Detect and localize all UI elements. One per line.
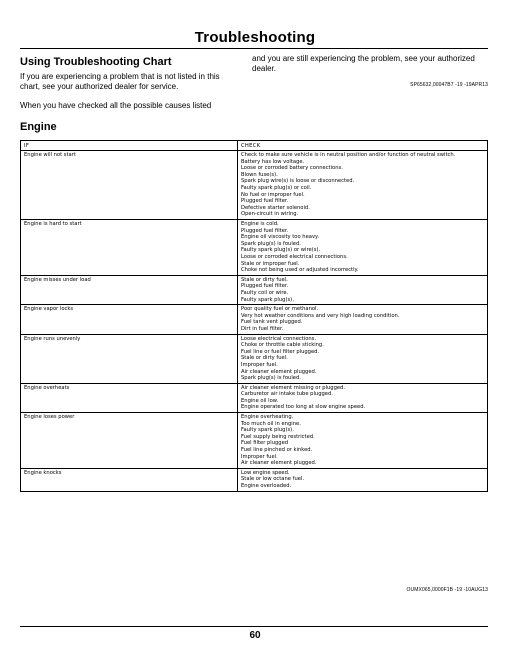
check-item: Dirt in fuel filter. (241, 325, 284, 332)
table-row (21, 413, 488, 469)
check-item: Carburetor air intake tube plugged. (241, 391, 333, 398)
symptom-cell: Engine will not start (21, 151, 238, 220)
check-item: Engine oil low. (241, 397, 279, 404)
check-item: Open-circuit in wiring. (241, 211, 299, 218)
check-cell (238, 468, 488, 491)
check-item: Spark plug wire(s) is loose or disconnected. (241, 178, 355, 185)
check-item: Stale or improper fuel. (241, 260, 300, 267)
intro-left-column (20, 54, 240, 111)
check-item: Too much oil in engine. (241, 420, 301, 427)
intro-paragraph: If you are experiencing a problem that is not listed in this chart, see your authorized dealer for service. (20, 72, 220, 91)
check-item: Plugged fuel filter. (241, 283, 289, 290)
check-item: Loose electrical connections. (241, 335, 317, 342)
intro-paragraph-continued: and you are still experiencing the problem, see your authorized dealer. (252, 54, 475, 73)
symptom-cell: Engine runs unevenly (21, 334, 238, 383)
table-row (21, 334, 488, 383)
symptom-cell: Engine is hard to start (21, 220, 238, 276)
check-item: Engine is cold. (241, 221, 279, 228)
symptom-cell: Engine knocks (21, 468, 238, 491)
check-cell (238, 275, 488, 304)
intro-paragraph: When you have checked all the possible causes listed (20, 101, 212, 110)
table-row (21, 220, 488, 276)
check-item: Faulty spark plug(s) or coil. (241, 185, 312, 192)
check-item: Air cleaner element missing or plugged. (241, 384, 346, 391)
check-item: Air cleaner element plugged. (241, 368, 317, 375)
check-cell (238, 305, 488, 334)
check-item: Loose or corroded battery connections. (241, 165, 343, 172)
intro-heading: Using Troubleshooting Chart (20, 56, 172, 68)
symptom-cell: Engine vapor locks (21, 305, 238, 334)
check-cell (238, 413, 488, 469)
check-cell (238, 334, 488, 383)
check-item: Choke not being used or adjusted incorrectly. (241, 267, 359, 274)
table-row (21, 468, 488, 491)
table-row (21, 275, 488, 304)
check-item: Faulty spark plug(s). (241, 296, 294, 303)
symptom-cell: Engine misses under load (21, 275, 238, 304)
check-item: Stale or low octane fuel. (241, 476, 305, 483)
symptom-cell: Engine loses power (21, 413, 238, 469)
check-item: Faulty spark plug(s). (241, 427, 294, 434)
check-item: Improper fuel. (241, 453, 278, 460)
check-item: Choke or throttle cable sticking. (241, 342, 324, 349)
engine-section-heading: Engine (20, 121, 57, 133)
check-item: Fuel filter plugged (241, 440, 289, 447)
check-item: Air cleaner element plugged. (241, 460, 317, 467)
check-item: Spark plug(s) is fouled. (241, 240, 301, 247)
check-item: Engine overloaded. (241, 483, 292, 489)
table-row (21, 383, 488, 412)
engine-troubleshooting-table (20, 140, 488, 492)
check-item: Low engine speed. (241, 469, 290, 476)
check-item: Stale or dirty fuel. (241, 276, 288, 283)
check-item: Very hot weather conditions and very high loading condition. (241, 312, 400, 319)
check-item: Check to make sure vehicle is in neutral position and/or function of neutral switch. (241, 152, 456, 159)
check-item: Defective starter solenoid. (241, 204, 310, 211)
check-item: Spark plug(s) is fouled. (241, 375, 301, 382)
check-item: Loose or corroded electrical connections. (241, 254, 348, 260)
check-item: No fuel or improper fuel. (241, 191, 305, 198)
check-item: Plugged fuel filter. (241, 198, 289, 205)
check-item: Engine operated too long at slow engine speed. (241, 404, 366, 411)
reference-code: OUMX065,0000F1B -19 -10AUG13 (406, 587, 488, 593)
column-header-if: IF (21, 141, 238, 151)
reference-code: SP65632,00047B7 -19 -19APR13 (410, 82, 488, 88)
check-item: Engine oil viscosity too heavy. (241, 234, 320, 241)
check-cell (238, 151, 488, 220)
page-title: Troubleshooting (194, 29, 316, 46)
table-row (21, 151, 488, 220)
column-header-check: CHECK (238, 141, 488, 151)
page-number: 60 (249, 630, 261, 641)
check-item: Faulty spark plug(s) or wire(s). (241, 247, 321, 254)
check-cell (238, 220, 488, 276)
intro-right-column (252, 54, 488, 88)
table-row (21, 305, 488, 334)
check-item: Fuel line or fuel filter plugged. (241, 348, 320, 355)
check-item: Faulty coil or wire. (241, 289, 289, 296)
check-item: Fuel tank vent plugged. (241, 319, 303, 326)
title-divider (20, 48, 488, 49)
check-item: Poor quality fuel or methanol. (241, 306, 319, 313)
check-item: Blown fuse(s). (241, 171, 278, 178)
check-item: Fuel supply being restricted. (241, 433, 315, 440)
table-header-row (21, 141, 488, 151)
check-item: Plugged fuel filter. (241, 227, 289, 234)
footer-divider (20, 626, 488, 627)
check-item: Improper fuel. (241, 361, 278, 368)
check-item: Engine overheating. (241, 414, 294, 421)
check-item: Battery has low voltage. (241, 158, 305, 165)
check-cell (238, 383, 488, 412)
table-body (21, 151, 488, 492)
symptom-cell: Engine overheats (21, 383, 238, 412)
check-item: Fuel line pinched or kinked. (241, 447, 313, 454)
check-item: Stale or dirty fuel. (241, 355, 288, 362)
